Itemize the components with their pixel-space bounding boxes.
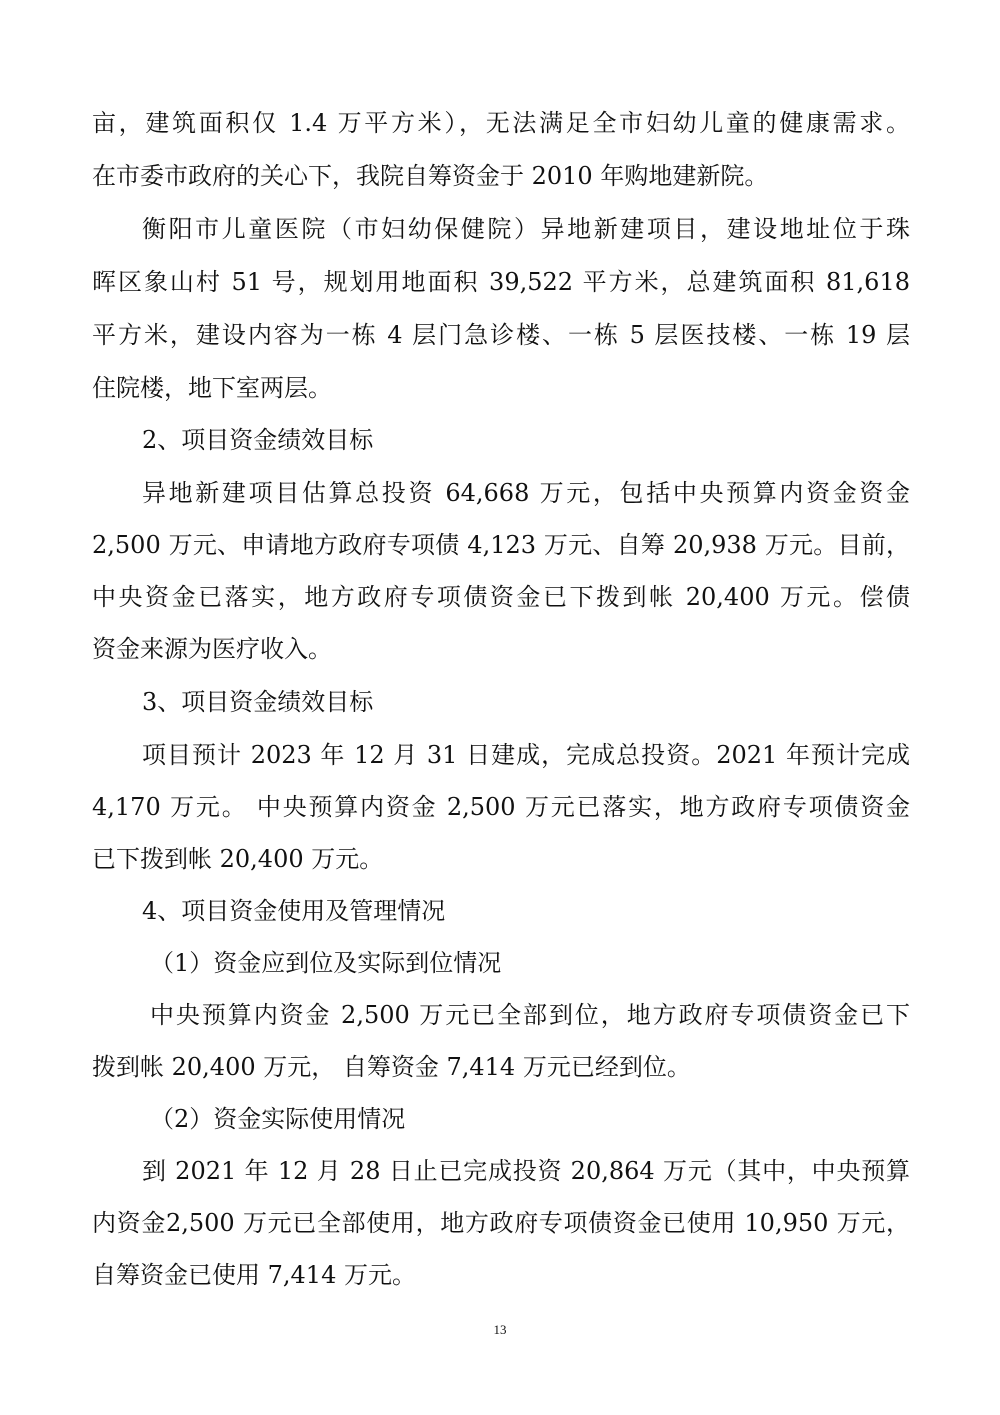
body-line-23: 自筹资金已使用 7,414 万元。 — [92, 1261, 416, 1289]
body-line-13: 项目预计 2023 年 12 月 31 日建成，完成总投资。2021 年预计完成 — [142, 741, 910, 769]
body-line-5: 平方米，建设内容为一栋 4 层门急诊楼、一栋 5 层医技楼、一栋 19 层 — [92, 321, 910, 349]
body-line-6: 住院楼，地下室两层。 — [92, 374, 332, 402]
section-heading-2: 2、项目资金绩效目标 — [142, 426, 374, 454]
page-number: 13 — [493, 1322, 507, 1337]
body-line-21: 到 2021 年 12 月 28 日止已完成投资 20,864 万元（其中，中央预算 — [142, 1157, 910, 1185]
body-line-4: 晖区象山村 51 号，规划用地面积 39,522 平方米，总建筑面积 81,618 — [92, 268, 910, 296]
subsection-heading-1: （1）资金应到位及实际到位情况 — [150, 949, 502, 977]
body-line-2: 在市委市政府的关心下，我院自筹资金于 2010 年购地建新院。 — [92, 162, 769, 190]
subsection-heading-2: （2）资金实际使用情况 — [150, 1105, 406, 1133]
body-line-14: 4,170 万元。 中央预算内资金 2,500 万元已落实，地方政府专项债资金 — [92, 793, 910, 821]
body-line-10: 中央资金已落实，地方政府专项债资金已下拨到帐 20,400 万元。偿债 — [92, 583, 910, 611]
body-line-9: 2,500 万元、申请地方政府专项债 4,123 万元、自筹 20,938 万元。目前， — [92, 531, 910, 559]
body-line-3: 衡阳市儿童医院（市妇幼保健院）异地新建项目，建设地址位于珠 — [142, 215, 910, 243]
body-line-15: 已下拨到帐 20,400 万元。 — [92, 845, 384, 873]
section-heading-3: 3、项目资金绩效目标 — [142, 688, 374, 716]
body-line-11: 资金来源为医疗收入。 — [92, 635, 332, 663]
body-line-18: 中央预算内资金 2,500 万元已全部到位，地方政府专项债资金已下 — [150, 1001, 910, 1029]
section-heading-4: 4、项目资金使用及管理情况 — [142, 897, 446, 925]
body-line-19: 拨到帐 20,400 万元， 自筹资金 7,414 万元已经到位。 — [92, 1053, 691, 1081]
body-line-1: 亩，建筑面积仅 1.4 万平方米），无法满足全市妇幼儿童的健康需求。 — [92, 109, 910, 137]
body-line-8: 异地新建项目估算总投资 64,668 万元，包括中央预算内资金资金 — [142, 479, 910, 507]
body-line-22: 内资金2,500 万元已全部使用，地方政府专项债资金已使用 10,950 万元， — [92, 1209, 910, 1237]
